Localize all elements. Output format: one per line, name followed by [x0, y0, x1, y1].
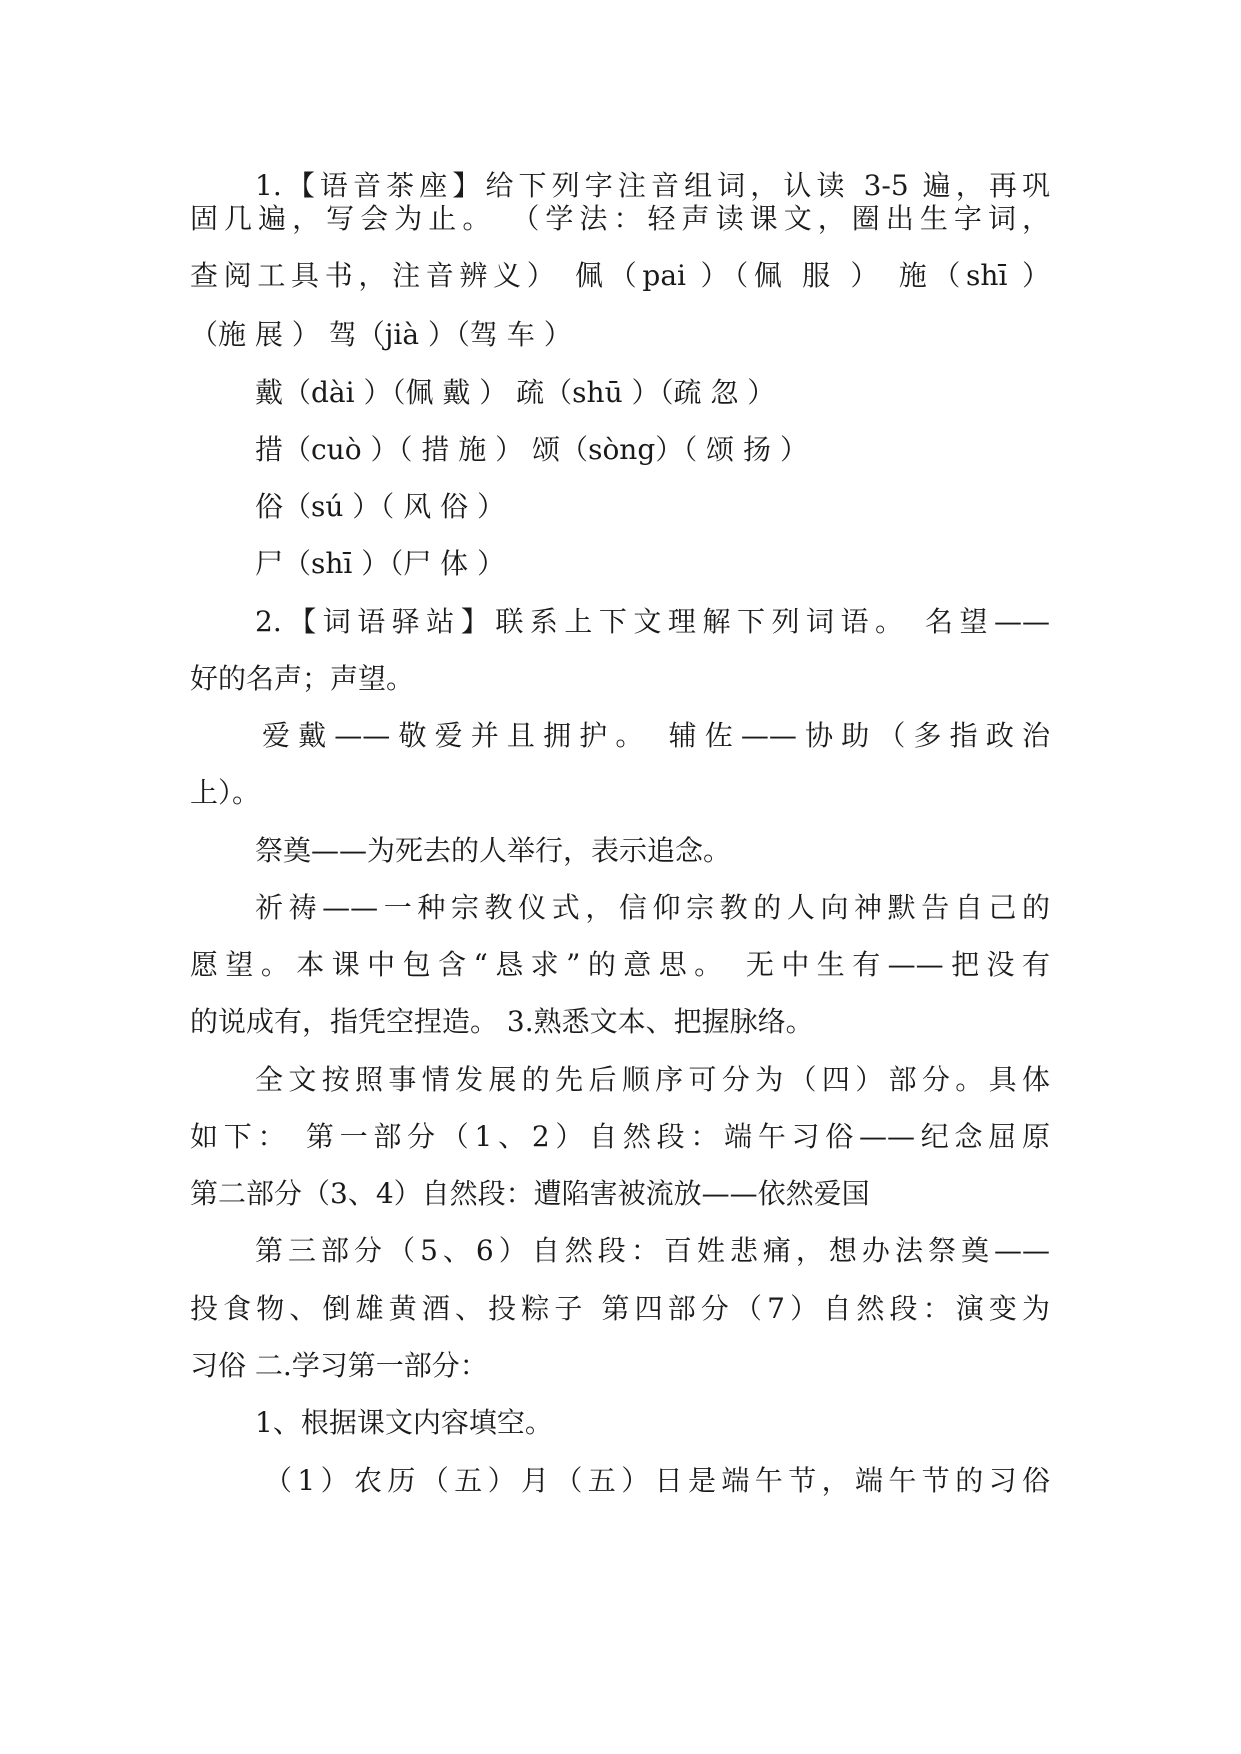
text-line: 投食物、倒雄黄酒、投粽子 第四部分（7）自然段：演变为 [190, 1292, 1050, 1325]
text-line: 爱戴——敬爱并且拥护。 辅佐——协助（多指政治 [262, 719, 1050, 752]
text-line: 俗（sú ）（ 风 俗 ） [255, 490, 506, 523]
text-line: 祈祷——一种宗教仪式，信仰宗教的人向神默告自己的 [255, 891, 1050, 924]
text-line: 全文按照事情发展的先后顺序可分为（四）部分。具体 [255, 1063, 1050, 1096]
text-line: 尸（shī ）（尸 体 ） [255, 547, 506, 580]
text-line: 如下： 第一部分（1、2）自然段：端午习俗——纪念屈原 [190, 1120, 1050, 1153]
text-line: 好的名声；声望。 [190, 662, 415, 695]
text-line: （施 展 ） 驾（jià ）（驾 车 ） [190, 318, 572, 351]
text-line: 措（cuò ）（ 措 施 ） 颂（sòng）（ 颂 扬 ） [255, 433, 808, 466]
text-line: 祭奠——为死去的人举行，表示追念。 [255, 834, 732, 867]
text-line: （1）农历（五）月（五）日是端午节，端午节的习俗 [264, 1464, 1050, 1497]
text-line: 2.【词语驿站】联系上下文理解下列词语。 名望—— [255, 605, 1050, 638]
text-line: 1、根据课文内容填空。 [255, 1406, 553, 1439]
text-line: 戴（dài ）（佩 戴 ） 疏（shū ）（疏 忽 ） [255, 376, 776, 409]
text-line: 愿望。本课中包含“恳求”的意思。 无中生有——把没有 [190, 948, 1050, 981]
text-line: 第二部分（3、4）自然段：遭陷害被流放——依然爱国 [190, 1177, 870, 1210]
text-line: 固几遍，写会为止。 （学法：轻声读课文，圈出生字词， [190, 202, 1050, 235]
text-line: 的说成有，指凭空捏造。 3.熟悉文本、把握脉络。 [190, 1005, 814, 1038]
text-line: 第三部分（5、6）自然段：百姓悲痛，想办法祭奠—— [255, 1234, 1050, 1267]
text-line: 1.【语音茶座】给下列字注音组词，认读 3-5 遍，再巩 [255, 169, 1050, 202]
text-line: 上）。 [190, 776, 261, 809]
text-line: 习俗 二.学习第一部分： [190, 1349, 488, 1382]
text-line: 查阅工具书，注音辨义） 佩（pai ）（佩 服 ） 施（shī ） [190, 259, 1050, 292]
